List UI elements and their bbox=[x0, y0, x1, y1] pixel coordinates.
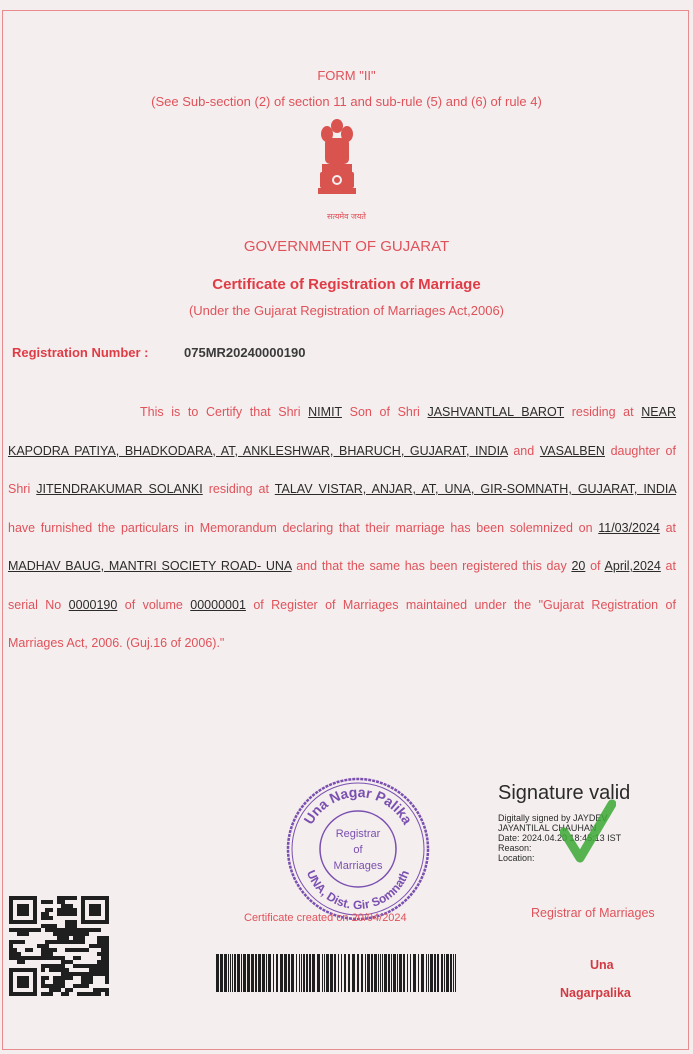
body-text: daughter of Shri bbox=[8, 443, 676, 496]
stamp-top-text: Una Nagar Palika bbox=[300, 783, 416, 828]
emblem-motto: सत्यमेव जयते bbox=[327, 212, 366, 221]
body-text: and bbox=[513, 443, 535, 458]
government-heading: GOVERNMENT OF GUJARAT bbox=[243, 238, 450, 255]
body-text: at serial No bbox=[8, 559, 676, 612]
signature-date: Date: 2024.04.20 18:45:13 IST bbox=[498, 833, 622, 843]
signature-status: Signature valid bbox=[498, 782, 631, 804]
body-text: at bbox=[665, 520, 676, 535]
stamp-line3: Marriages bbox=[333, 860, 383, 872]
bride-name: VASALBEN bbox=[539, 443, 605, 458]
stamp-line2: of bbox=[353, 844, 363, 856]
body-text: This is to Certify that Shri bbox=[140, 405, 301, 419]
registration-month-year: April,2024 bbox=[604, 559, 661, 573]
form-subsection: (See Sub-section (2) of section 11 and sub-rule (5) and (6) of rule 4) bbox=[151, 94, 542, 109]
signature-location: Location: bbox=[498, 853, 535, 863]
registration-value: 075MR20240000190 bbox=[184, 345, 306, 360]
registrar-title: Registrar of Marriages bbox=[531, 906, 655, 920]
signature-signer-name: JAYANTILAL CHAUHAN bbox=[498, 823, 597, 833]
registration-number bbox=[12, 345, 306, 360]
groom-father-name: JASHVANTLAL BAROT bbox=[427, 405, 565, 419]
office-city: Una bbox=[590, 958, 614, 972]
created-date: Certificate created on 20/04/2024 bbox=[244, 912, 407, 924]
svg-text:Una Nagar Palika bbox=[300, 784, 415, 827]
stamp-bottom-text: UNA, Dist. Gir Somnath bbox=[303, 868, 413, 913]
svg-text:UNA, Dist. Gir Somnath bbox=[304, 868, 412, 912]
volume-number: 00000001 bbox=[190, 597, 246, 612]
registrar-stamp-icon bbox=[284, 775, 432, 923]
qr-code-icon bbox=[8, 896, 110, 996]
body-text: residing at bbox=[571, 405, 634, 419]
body-text: of Register of Marriages maintained under the "Gujarat Registration of Marriages Act, 2006. (Guj.16 of 2006)." bbox=[8, 597, 676, 650]
national-emblem-icon bbox=[316, 116, 358, 204]
signature-signed-by: Digitally signed by JAYDEV bbox=[498, 813, 608, 823]
body-text: of bbox=[590, 559, 601, 573]
registration-day: 20 bbox=[571, 559, 586, 573]
groom-address: NEAR KAPODRA PATIYA, BHADKODARA, AT, ANKLESHWAR, BHARUCH, GUJARAT, INDIA bbox=[8, 405, 676, 458]
bride-address: TALAV VISTAR, ANJAR, AT, UNA, GIR-SOMNATH, GUJARAT, INDIA bbox=[274, 482, 676, 496]
signature-reason: Reason: bbox=[498, 843, 532, 853]
act-reference: (Under the Gujarat Registration of Marriages Act,2006) bbox=[188, 303, 505, 318]
registration-label: Registration Number : bbox=[12, 345, 149, 360]
certificate-title: Certificate of Registration of Marriage bbox=[212, 276, 481, 293]
body-text: residing at bbox=[208, 482, 269, 496]
body-text: and that the same has been registered this day bbox=[296, 559, 567, 573]
marriage-date: 11/03/2024 bbox=[598, 520, 660, 535]
form-number: FORM "II" bbox=[317, 68, 376, 83]
stamp-line1: Registrar bbox=[335, 828, 381, 840]
body-text: have furnished the particulars in Memorandum declaring that their marriage has been solemnized on bbox=[8, 520, 593, 535]
bride-father-name: JITENDRAKUMAR SOLANKI bbox=[36, 482, 203, 496]
body-text: of volume bbox=[124, 597, 183, 612]
body-text: Son of Shri bbox=[349, 405, 420, 419]
barcode-icon bbox=[214, 954, 460, 992]
serial-number: 0000190 bbox=[68, 597, 118, 612]
groom-name: NIMIT bbox=[308, 405, 342, 419]
check-mark-icon bbox=[560, 798, 616, 864]
marriage-venue: MADHAV BAUG, MANTRI SOCIETY ROAD- UNA bbox=[8, 559, 292, 573]
certificate-body bbox=[8, 393, 676, 663]
office-name: Nagarpalika bbox=[560, 986, 631, 1000]
